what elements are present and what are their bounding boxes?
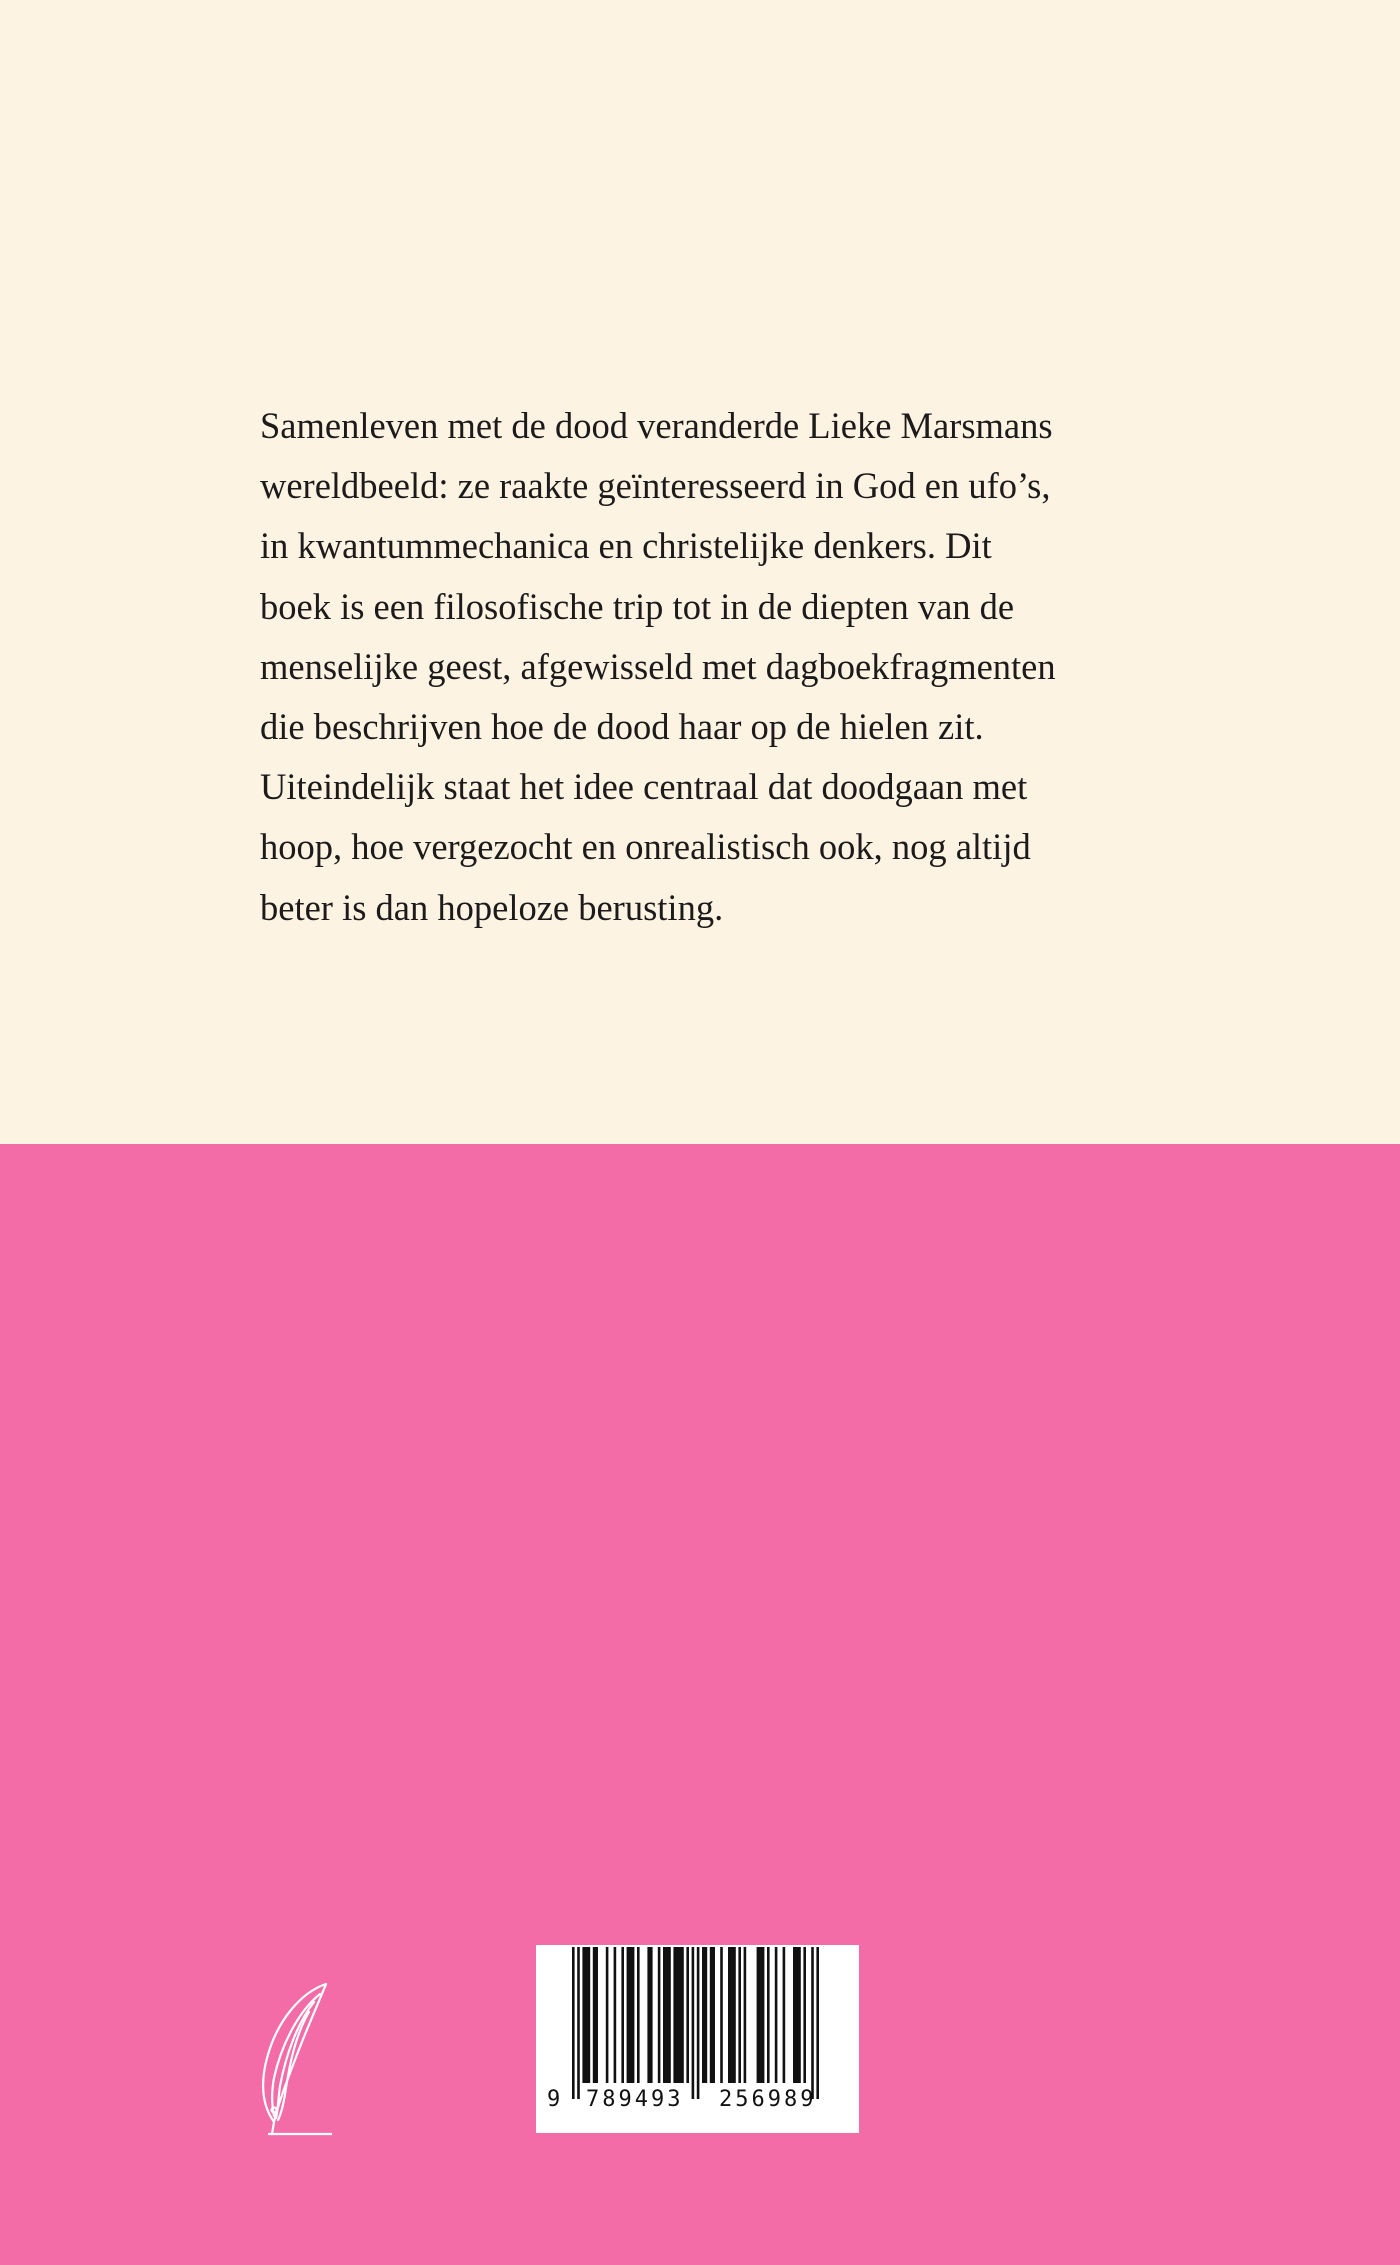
isbn-lead-digit: 9 bbox=[547, 2087, 564, 2112]
barcode-bar bbox=[710, 1947, 715, 2083]
blurb-line: die beschrijven hoe de dood haar op de hielen zit. bbox=[260, 706, 984, 748]
barcode-bar bbox=[775, 1947, 778, 2083]
quill-pen-icon bbox=[254, 1978, 334, 2138]
barcode-bar bbox=[663, 1947, 671, 2083]
barcode-guard-bar bbox=[692, 1947, 695, 2099]
isbn-barcode bbox=[536, 1945, 859, 2133]
back-cover-blurb bbox=[260, 396, 1160, 938]
barcode-bar bbox=[658, 1947, 661, 2083]
barcode-bar bbox=[744, 1947, 747, 2083]
barcode-bar bbox=[621, 1947, 624, 2083]
isbn-number bbox=[536, 2087, 859, 2117]
blurb-line: menselijke geest, afgewisseld met dagboekfragmenten bbox=[260, 645, 1056, 687]
barcode-guard-bar bbox=[577, 1947, 580, 2099]
barcode-bar bbox=[728, 1947, 736, 2083]
blurb-line: hoop, hoe vergezocht en onrealistisch ook, nog altijd bbox=[260, 826, 1031, 868]
blurb-line: in kwantummechanica en christelijke denkers. Dit bbox=[260, 525, 992, 567]
blurb-line: boek is een filosofische trip tot in de diepten van de bbox=[260, 585, 1015, 627]
barcode-bar bbox=[738, 1947, 741, 2083]
barcode-bar bbox=[606, 1947, 609, 2083]
barcode-bar bbox=[686, 1947, 689, 2083]
barcode-bar bbox=[637, 1947, 640, 2083]
barcode-bar bbox=[582, 1947, 590, 2083]
barcode-bar bbox=[702, 1947, 707, 2083]
blurb-line: beter is dan hopeloze berusting. bbox=[260, 886, 724, 928]
barcode-bar bbox=[593, 1947, 598, 2083]
barcode-bar bbox=[757, 1947, 765, 2083]
barcode-bar bbox=[627, 1947, 635, 2083]
isbn-right-digits: 256989 bbox=[719, 2087, 817, 2112]
barcode-bar bbox=[783, 1947, 786, 2083]
barcode-bar bbox=[614, 1947, 617, 2083]
barcode-bar bbox=[803, 1947, 806, 2083]
barcode-bar bbox=[673, 1947, 683, 2083]
barcode-guard-bar bbox=[697, 1947, 700, 2099]
blurb-line: Samenleven met de dood veranderde Lieke Marsmans bbox=[260, 405, 1053, 446]
blurb-line: Uiteindelijk staat het idee centraal dat doodgaan met bbox=[260, 766, 1028, 808]
barcode-guard-bar bbox=[572, 1947, 575, 2099]
barcode-bar bbox=[793, 1947, 801, 2083]
isbn-left-digits: 789493 bbox=[586, 2087, 684, 2112]
barcode-bar bbox=[720, 1947, 723, 2083]
blurb-line: wereldbeeld: ze raakte geïnteresseerd in God en ufo’s, bbox=[260, 465, 1051, 507]
barcode-bar bbox=[647, 1947, 652, 2083]
barcode-guard-bar bbox=[811, 1947, 814, 2099]
publisher-logo bbox=[254, 1978, 334, 2138]
barcode-guard-bar bbox=[816, 1947, 819, 2099]
barcode-bar bbox=[767, 1947, 770, 2083]
